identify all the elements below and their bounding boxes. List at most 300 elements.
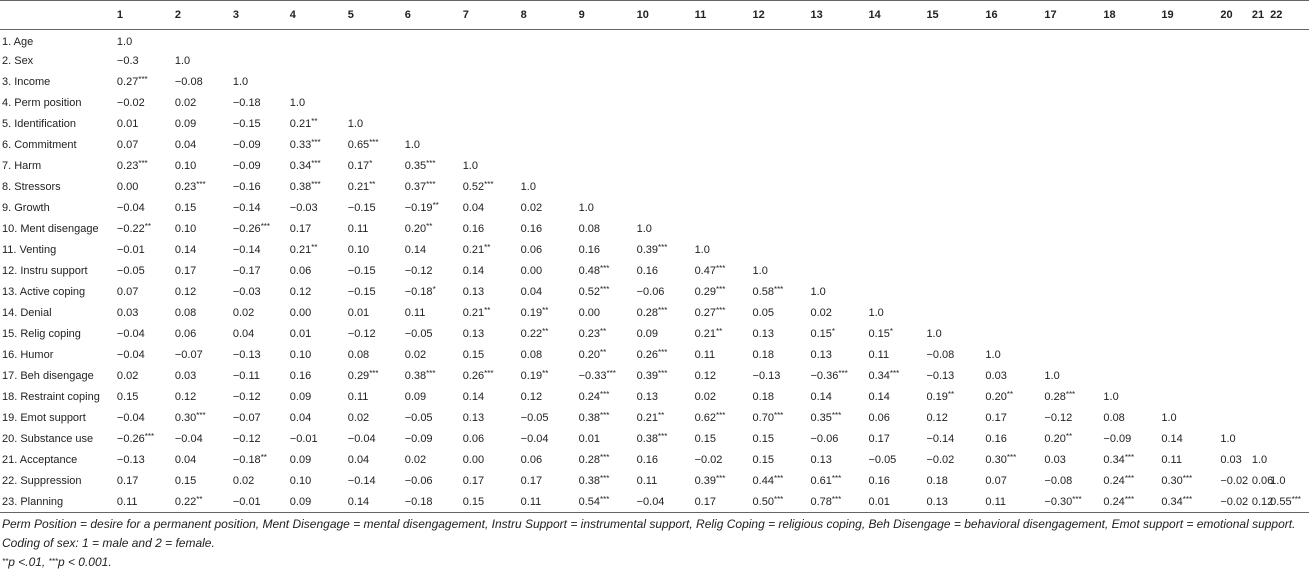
empty-cell (923, 240, 982, 261)
table-cell (172, 408, 230, 429)
significance-stars: ** (542, 369, 549, 378)
empty-cell (982, 135, 1041, 156)
significance-stars: *** (311, 159, 321, 168)
empty-cell (1100, 72, 1158, 93)
table-cell (1100, 471, 1158, 492)
table-cell: 0.11 (1161, 454, 1182, 466)
empty-cell (1041, 72, 1100, 93)
row-label: 16. Humor (2, 349, 54, 361)
table-cell: 1.0 (752, 265, 768, 277)
empty-cell (576, 72, 634, 93)
significance-stars: ** (484, 306, 491, 315)
table-cell: 0.11 (518, 492, 576, 513)
empty-cell (345, 51, 402, 72)
table-cell: 0.17 (985, 412, 1007, 424)
row-label: 22. Suppression (2, 475, 82, 487)
table-row (0, 366, 1309, 387)
table-cell: 0.08 (520, 349, 543, 361)
table-cell: 0.03 (116, 307, 139, 319)
empty-cell (1267, 51, 1309, 72)
significance-stars: * (369, 159, 373, 168)
empty-cell (692, 51, 750, 72)
row-label: 8. Stressors (2, 181, 61, 193)
table-cell: −0.06 (636, 286, 665, 298)
empty-cell (576, 135, 634, 156)
table-cell (1041, 492, 1100, 513)
empty-cell (1158, 30, 1217, 51)
empty-cell (865, 219, 923, 240)
table-cell: 0.11 (636, 475, 658, 487)
empty-cell (287, 30, 345, 51)
table-cell (402, 282, 460, 303)
empty-cell (1217, 366, 1249, 387)
table-cell: −0.14 (232, 202, 261, 214)
table-cell: 1.0 (232, 76, 249, 88)
table-cell: 0.03 (1044, 454, 1066, 466)
table-cell: 0.00 (578, 307, 601, 319)
significance-stars: *** (600, 494, 610, 504)
empty-cell (1158, 240, 1217, 261)
empty-cell (1249, 219, 1267, 240)
table-row (0, 303, 1309, 324)
empty-cell (1249, 261, 1267, 282)
significance-stars: ** (369, 180, 376, 189)
table-cell: 0.08 (347, 349, 370, 361)
empty-cell (1249, 366, 1267, 387)
table-cell: 0.04 (174, 139, 197, 151)
table-cell: −0.14 (347, 475, 376, 487)
empty-cell (460, 51, 518, 72)
table-cell: 0.13 (752, 328, 774, 340)
cell-value: 0.62 (694, 412, 716, 424)
table-cell: −0.15 (232, 118, 261, 130)
empty-cell (1249, 303, 1267, 324)
significance-stars: *** (138, 159, 148, 168)
table-cell: 0.18 (752, 391, 774, 403)
empty-cell (1267, 198, 1309, 219)
empty-cell (808, 30, 866, 51)
empty-cell (634, 135, 692, 156)
table-cell: 0.15 (116, 391, 139, 403)
table-cell: −0.04 (520, 433, 549, 445)
cell-value: 0.78 (810, 495, 832, 508)
empty-cell (1041, 324, 1100, 345)
significance-stars: *** (1182, 474, 1193, 483)
empty-cell (982, 240, 1041, 261)
table-cell: 0.02 (520, 202, 543, 214)
empty-cell (1041, 93, 1100, 114)
cell-value: 0.55 (1270, 495, 1292, 508)
empty-cell (1100, 240, 1158, 261)
table-cell (230, 219, 287, 240)
empty-cell (865, 30, 923, 51)
significance-stars: ** (715, 327, 723, 336)
empty-cell (460, 114, 518, 135)
table-cell: 1.0 (1044, 370, 1060, 382)
table-cell (287, 177, 345, 198)
significance-stars: *** (600, 264, 610, 273)
empty-cell (923, 198, 982, 219)
table-cell: 0.01 (578, 433, 601, 445)
empty-cell (982, 219, 1041, 240)
table-cell: 1.0 (404, 139, 421, 151)
significance-stars: *** (144, 432, 155, 441)
cell-value: 0.65 (347, 139, 370, 151)
table-row (0, 408, 1309, 429)
table-cell: 0.14 (404, 244, 427, 256)
table-row (0, 429, 1309, 450)
table-cell: 0.09 (287, 492, 345, 513)
cell-value: 0.48 (578, 265, 601, 277)
empty-cell (923, 93, 982, 114)
table-row (0, 387, 1309, 408)
empty-cell (345, 30, 402, 51)
significance-stars: *** (484, 369, 494, 378)
table-cell: −0.15 (347, 265, 376, 277)
empty-cell (1158, 387, 1217, 408)
empty-cell (576, 51, 634, 72)
empty-cell (1249, 429, 1267, 450)
table-cell: 0.04 (232, 328, 255, 340)
significance-stars: *** (658, 243, 668, 252)
table-cell: 0.03 (985, 370, 1007, 382)
table-cell: 0.14 (174, 244, 197, 256)
column-header: 21 (1249, 1, 1267, 30)
cell-value: 0.61 (810, 475, 832, 487)
table-row (0, 450, 1309, 471)
table-cell: −0.14 (232, 244, 261, 256)
empty-cell (1249, 282, 1267, 303)
table-cell: −0.04 (174, 433, 203, 445)
empty-cell (750, 156, 808, 177)
table-cell: 1.0 (116, 36, 133, 49)
table-cell: −0.04 (116, 412, 145, 424)
empty-cell (808, 219, 866, 240)
significance-stars: *** (1124, 453, 1135, 462)
table-cell (750, 282, 808, 303)
table-cell: −0.15 (347, 286, 376, 298)
table-cell (692, 408, 750, 429)
table-cell: 0.13 (923, 492, 982, 513)
empty-cell (460, 93, 518, 114)
table-cell: 0.08 (174, 307, 197, 319)
significance-stars: *** (1124, 474, 1135, 483)
table-cell: 1.0 (1220, 433, 1236, 445)
significance-stars: * (831, 327, 836, 336)
empty-cell (1158, 324, 1217, 345)
cell-value: 0.15 (868, 328, 890, 340)
cell-value: 0.38 (404, 370, 427, 382)
empty-cell (1217, 135, 1249, 156)
table-cell (402, 198, 460, 219)
empty-cell (1100, 282, 1158, 303)
cell-value: 0.37 (404, 181, 427, 193)
cell-value: −0.26 (116, 433, 145, 445)
significance-stars: *** (715, 306, 726, 315)
column-header: 13 (808, 1, 866, 30)
significance-stars: *** (369, 369, 379, 378)
empty-cell (692, 93, 750, 114)
empty-cell (865, 51, 923, 72)
empty-cell (1100, 261, 1158, 282)
cell-value: −0.19 (404, 202, 433, 214)
table-row (0, 324, 1309, 345)
empty-cell (518, 30, 576, 51)
table-row (0, 471, 1309, 492)
empty-cell (865, 240, 923, 261)
significance-stars: *** (831, 494, 842, 504)
table-cell (345, 366, 402, 387)
table-cell (692, 303, 750, 324)
empty-cell (750, 135, 808, 156)
empty-cell (750, 30, 808, 51)
significance-stars: *** (600, 285, 610, 294)
table-row (0, 345, 1309, 366)
table-cell: 1.0 (694, 244, 710, 256)
table-cell: 1.0 (1251, 454, 1268, 466)
empty-cell (1041, 219, 1100, 240)
cell-value: 0.44 (752, 475, 774, 487)
table-cell: 0.04 (347, 454, 370, 466)
table-cell (634, 366, 692, 387)
cell-value: 0.52 (578, 286, 601, 298)
table-cell: 0.12 (1249, 492, 1267, 513)
table-cell: 0.02 (404, 454, 427, 466)
empty-cell (1267, 114, 1309, 135)
empty-cell (865, 261, 923, 282)
empty-cell (1100, 135, 1158, 156)
significance-stars: *** (1182, 494, 1193, 504)
table-cell: 0.04 (174, 454, 197, 466)
significance-stars: *** (838, 369, 848, 378)
table-cell (808, 366, 866, 387)
table-cell: −0.3 (116, 55, 139, 67)
table-cell: 0.17 (289, 223, 312, 235)
table-cell: −0.13 (116, 454, 145, 466)
empty-cell (1100, 114, 1158, 135)
empty-cell (1267, 261, 1309, 282)
table-cell: −0.08 (926, 349, 955, 361)
table-cell (750, 492, 808, 513)
column-header: 18 (1100, 1, 1158, 30)
table-cell: 0.11 (347, 223, 369, 235)
table-cell: 0.14 (810, 391, 832, 403)
table-cell: 1.0 (520, 181, 536, 193)
table-cell (576, 408, 634, 429)
empty-cell (1100, 198, 1158, 219)
cell-value: 0.29 (694, 286, 716, 298)
significance-stars: *** (889, 369, 900, 378)
empty-cell (1158, 177, 1217, 198)
empty-cell (982, 261, 1041, 282)
table-cell: 1.0 (1270, 475, 1286, 487)
empty-cell (982, 93, 1041, 114)
empty-cell (345, 93, 402, 114)
empty-cell (1100, 30, 1158, 51)
table-cell (345, 177, 402, 198)
header-corner (0, 1, 114, 30)
table-cell: 0.09 (636, 328, 659, 340)
table-cell: 0.00 (462, 454, 485, 466)
table-cell: −0.14 (926, 433, 955, 445)
empty-cell (808, 156, 866, 177)
table-cell: −0.13 (232, 349, 261, 361)
table-cell: 0.12 (520, 391, 543, 403)
empty-cell (1267, 156, 1309, 177)
empty-cell (982, 303, 1041, 324)
significance-stars: *** (369, 138, 379, 147)
table-cell: 0.00 (289, 307, 312, 319)
significance-stars: *** (1006, 453, 1017, 462)
row-label: 18. Restraint coping (2, 391, 100, 403)
empty-cell (1100, 219, 1158, 240)
table-cell (1100, 450, 1158, 471)
table-cell (634, 429, 692, 450)
cell-value: 0.21 (289, 118, 312, 130)
cell-value: −0.33 (578, 370, 607, 382)
empty-cell (923, 282, 982, 303)
table-cell: 0.12 (174, 391, 197, 403)
table-cell: −0.09 (232, 139, 261, 151)
table-cell: 0.15 (694, 433, 716, 445)
sig-text-001: p < 0.001. (57, 555, 112, 569)
table-cell: 0.18 (926, 475, 948, 487)
cell-value: −0.36 (810, 370, 839, 382)
significance-stars: *** (1065, 390, 1076, 399)
empty-cell (460, 72, 518, 93)
significance-stars: *** (658, 306, 668, 315)
cell-value: 0.22 (174, 495, 197, 508)
column-header: 22 (1267, 1, 1309, 30)
table-cell: −0.02 (694, 454, 723, 466)
table-cell: 1.0 (347, 118, 364, 130)
significance-stars: *** (715, 264, 726, 273)
cell-value: 0.47 (694, 265, 716, 277)
table-row (0, 492, 1309, 513)
table-cell: 0.11 (868, 349, 890, 361)
empty-cell (1217, 114, 1249, 135)
significance-stars: ** (542, 306, 549, 315)
significance-stars: ** (196, 494, 203, 504)
empty-cell (1249, 177, 1267, 198)
empty-cell (1158, 219, 1217, 240)
empty-cell (402, 30, 460, 51)
row-label: 7. Harm (2, 160, 42, 172)
column-header: 11 (692, 1, 750, 30)
cell-value: 0.39 (636, 244, 659, 256)
empty-cell (1158, 156, 1217, 177)
table-row (0, 114, 1309, 135)
empty-cell (1158, 345, 1217, 366)
cell-value: 0.23 (174, 181, 197, 193)
empty-cell (402, 93, 460, 114)
table-cell: 0.02 (347, 412, 370, 424)
empty-cell (1100, 324, 1158, 345)
cell-value: 0.52 (462, 181, 485, 193)
table-cell: 0.11 (694, 349, 716, 361)
significance-stars: *** (196, 180, 206, 189)
empty-cell (865, 114, 923, 135)
table-cell: 0.15 (174, 475, 197, 487)
table-cell: 1.0 (1103, 391, 1119, 403)
table-cell (692, 261, 750, 282)
empty-cell (982, 156, 1041, 177)
cell-value: 0.34 (868, 370, 890, 382)
empty-cell (692, 177, 750, 198)
table-cell: 0.14 (462, 265, 485, 277)
empty-cell (1249, 156, 1267, 177)
cell-value: 0.19 (520, 307, 543, 319)
row-label: 3. Income (2, 76, 51, 88)
table-row (0, 72, 1309, 93)
table-cell (287, 156, 345, 177)
empty-cell (1267, 429, 1309, 450)
empty-cell (750, 114, 808, 135)
empty-cell (692, 30, 750, 51)
table-cell (750, 408, 808, 429)
empty-cell (402, 51, 460, 72)
empty-cell (634, 198, 692, 219)
table-cell: 0.16 (578, 244, 601, 256)
empty-cell (692, 135, 750, 156)
cell-value: 0.27 (116, 76, 139, 88)
table-cell (634, 408, 692, 429)
empty-cell (287, 51, 345, 72)
significance-stars: ** (144, 222, 151, 231)
empty-cell (692, 156, 750, 177)
table-cell (460, 177, 518, 198)
empty-cell (518, 51, 576, 72)
empty-cell (1158, 114, 1217, 135)
empty-cell (1217, 198, 1249, 219)
empty-cell (750, 198, 808, 219)
table-cell (576, 345, 634, 366)
table-cell: −0.06 (404, 475, 433, 487)
table-cell: 0.11 (347, 391, 369, 403)
cell-value: 0.21 (347, 181, 370, 193)
empty-cell (1249, 51, 1267, 72)
significance-stars: *** (600, 411, 610, 420)
table-cell: −0.16 (232, 181, 261, 193)
empty-cell (345, 72, 402, 93)
column-header: 7 (460, 1, 518, 30)
empty-cell (750, 51, 808, 72)
table-cell: 0.16 (636, 454, 659, 466)
empty-cell (634, 72, 692, 93)
cell-value: 0.20 (1044, 433, 1066, 445)
table-cell (808, 492, 866, 513)
cell-value: 0.35 (810, 412, 832, 424)
cell-value: 0.39 (694, 475, 716, 487)
cell-value: 0.19 (520, 370, 543, 382)
table-cell: 0.13 (810, 349, 832, 361)
table-cell: −0.15 (347, 202, 376, 214)
empty-cell (1249, 324, 1267, 345)
empty-cell (634, 51, 692, 72)
table-cell: 0.13 (462, 328, 485, 340)
column-header: 14 (865, 1, 923, 30)
significance-stars: ** (426, 222, 433, 231)
empty-cell (172, 30, 230, 51)
table-cell: 1.0 (578, 202, 594, 214)
empty-cell (1100, 177, 1158, 198)
empty-cell (518, 114, 576, 135)
empty-cell (1100, 156, 1158, 177)
significance-stars: *** (426, 159, 436, 168)
empty-cell (1041, 282, 1100, 303)
table-cell: −0.07 (174, 349, 203, 361)
table-cell (172, 492, 230, 513)
